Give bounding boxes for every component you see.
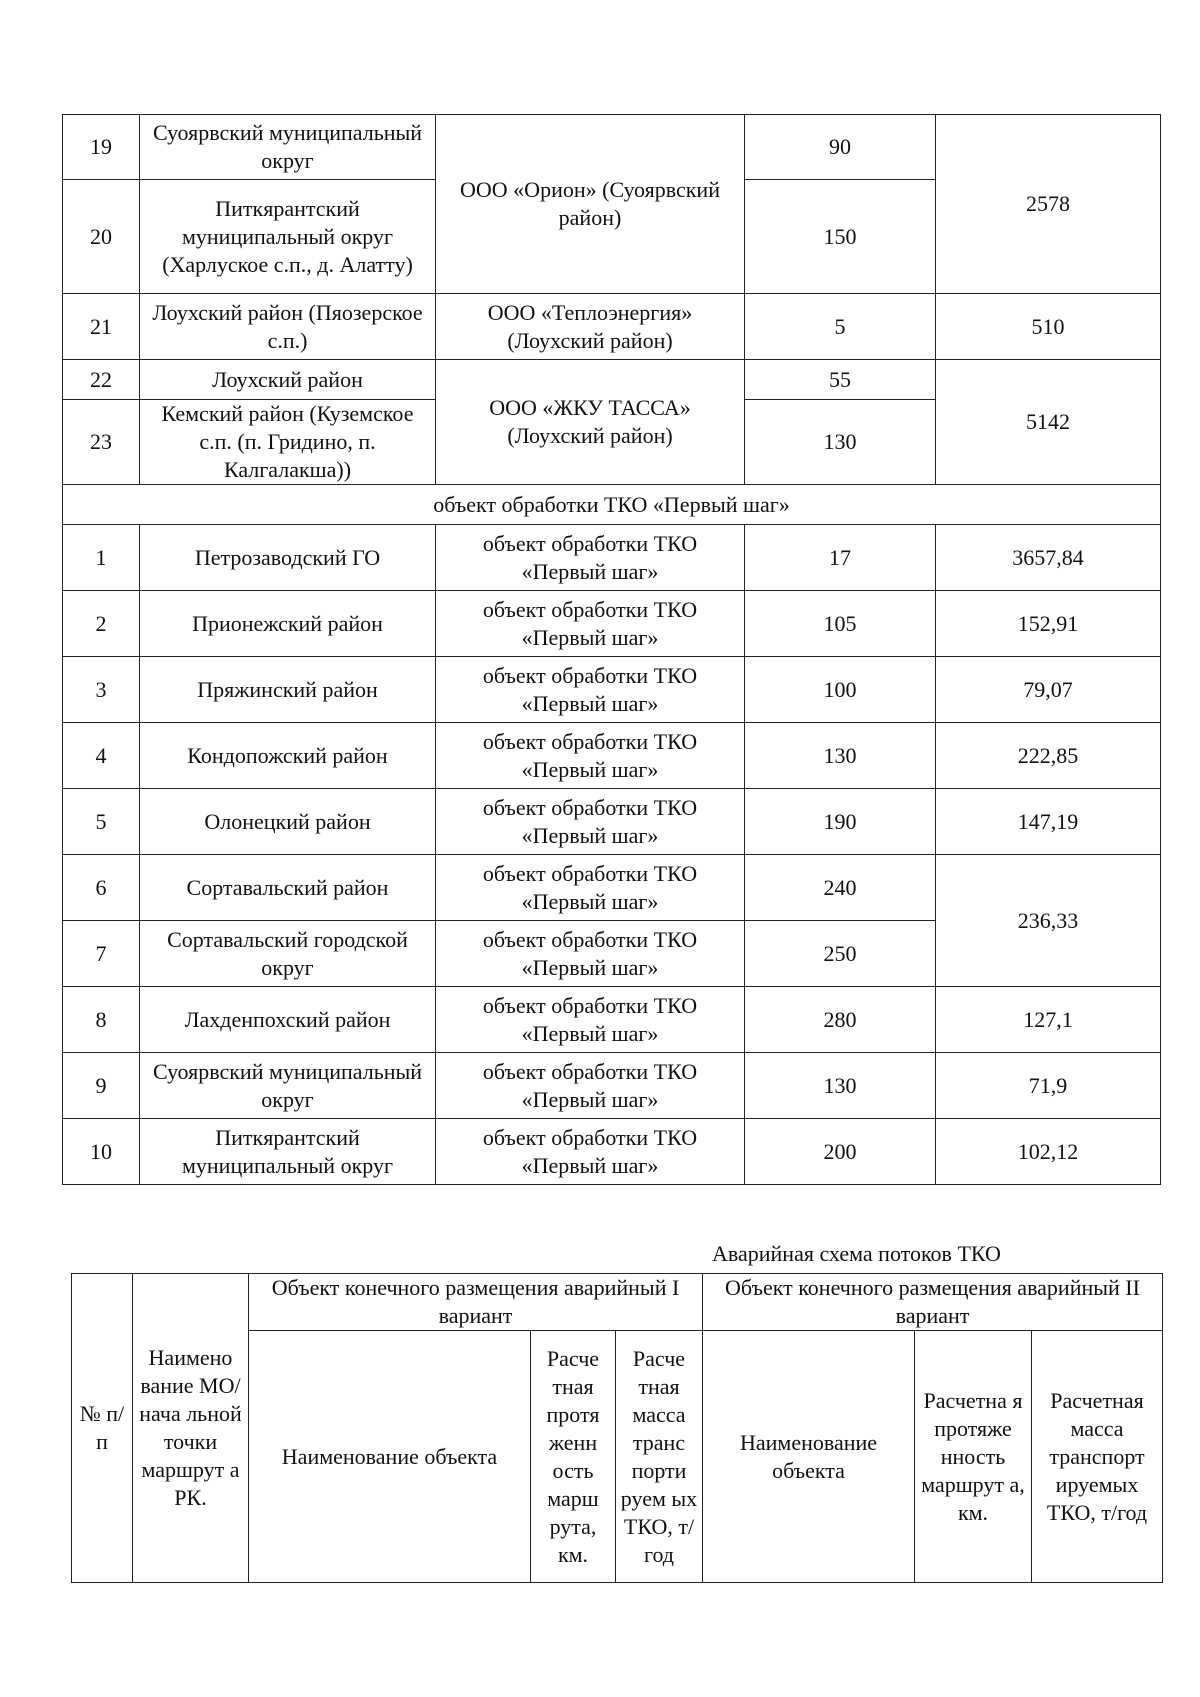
table-row	[63, 855, 1161, 921]
row-number: 1	[63, 525, 140, 591]
emergency-scheme-caption: Аварийная схема потоков ТКО	[712, 1241, 1001, 1266]
waste-mass: 236,33	[936, 855, 1161, 987]
row-number: 19	[63, 115, 140, 180]
object-name: объект обработки ТКО «Первый шаг»	[436, 921, 745, 987]
row-number: 5	[63, 789, 140, 855]
mo-name: Питкярантский муниципальный округ	[140, 1119, 436, 1185]
row-number: 8	[63, 987, 140, 1053]
row-number: 2	[63, 591, 140, 657]
header-mass-1: Расче тная масса транс порти руем ых ТКО, т/год	[616, 1331, 703, 1583]
table-row	[63, 115, 1161, 180]
object-name: ООО «ЖКУ ТАССА» (Лоухский район)	[436, 360, 745, 485]
waste-mass: 79,07	[936, 657, 1161, 723]
object-name: объект обработки ТКО «Первый шаг»	[436, 1053, 745, 1119]
mo-name: Лахденпохский район	[140, 987, 436, 1053]
route-distance: 100	[745, 657, 936, 723]
row-number: 20	[63, 180, 140, 294]
waste-mass: 102,12	[936, 1119, 1161, 1185]
object-name: объект обработки ТКО «Первый шаг»	[436, 657, 745, 723]
header-mass-2: Расчетная масса транспорт ируемых ТКО, т/год	[1032, 1331, 1163, 1583]
mo-name: Лоухский район (Пяозерское с.п.)	[140, 294, 436, 360]
row-number: 23	[63, 400, 140, 485]
object-name: ООО «Орион» (Суоярвский район)	[436, 115, 745, 294]
route-distance: 250	[745, 921, 936, 987]
row-number: 22	[63, 360, 140, 400]
table-row	[63, 657, 1161, 723]
waste-mass: 3657,84	[936, 525, 1161, 591]
table-row	[63, 294, 1161, 360]
table-row	[63, 723, 1161, 789]
header-variant-1: Объект конечного размещения аварийный I вариант	[249, 1274, 703, 1331]
waste-mass: 152,91	[936, 591, 1161, 657]
emergency-scheme-table	[71, 1273, 1163, 1583]
mo-name: Лоухский район	[140, 360, 436, 400]
row-number: 4	[63, 723, 140, 789]
route-distance: 17	[745, 525, 936, 591]
waste-mass: 222,85	[936, 723, 1161, 789]
mo-name: Пряжинский район	[140, 657, 436, 723]
row-number: 9	[63, 1053, 140, 1119]
route-distance: 130	[745, 723, 936, 789]
section-row	[63, 485, 1161, 525]
table-row	[63, 789, 1161, 855]
mo-name: Кемский район (Куземское с.п. (п. Гридино, п. Калгалакша))	[140, 400, 436, 485]
mo-name: Петрозаводский ГО	[140, 525, 436, 591]
header-variant-2: Объект конечного размещения аварийный II вариант	[703, 1274, 1163, 1331]
table-row	[63, 987, 1161, 1053]
row-number: 3	[63, 657, 140, 723]
header-distance-2: Расчетна я протяже нность маршрут а, км.	[915, 1331, 1032, 1583]
object-name: объект обработки ТКО «Первый шаг»	[436, 855, 745, 921]
row-number: 7	[63, 921, 140, 987]
mo-name: Суоярвский муниципальный округ	[140, 115, 436, 180]
table-row	[63, 591, 1161, 657]
route-distance: 130	[745, 400, 936, 485]
waste-mass: 147,19	[936, 789, 1161, 855]
routes-table	[62, 114, 1161, 1185]
header-row	[72, 1274, 1163, 1331]
mo-name: Суоярвский муниципальный округ	[140, 1053, 436, 1119]
route-distance: 105	[745, 591, 936, 657]
waste-mass: 2578	[936, 115, 1161, 294]
header-object-name-1: Наименование объекта	[249, 1331, 531, 1583]
object-name: ООО «Теплоэнергия» (Лоухский район)	[436, 294, 745, 360]
route-distance: 90	[745, 115, 936, 180]
mo-name: Сортавальский городской округ	[140, 921, 436, 987]
header-number: № п/п	[72, 1274, 133, 1583]
row-number: 21	[63, 294, 140, 360]
object-name: объект обработки ТКО «Первый шаг»	[436, 987, 745, 1053]
route-distance: 240	[745, 855, 936, 921]
header-object-name-2: Наименование объекта	[703, 1331, 915, 1583]
route-distance: 55	[745, 360, 936, 400]
table-row	[63, 1119, 1161, 1185]
route-distance: 130	[745, 1053, 936, 1119]
mo-name: Кондопожский район	[140, 723, 436, 789]
table-row	[63, 525, 1161, 591]
waste-mass: 127,1	[936, 987, 1161, 1053]
section-title: объект обработки ТКО «Первый шаг»	[63, 485, 1161, 525]
waste-mass: 71,9	[936, 1053, 1161, 1119]
waste-mass: 5142	[936, 360, 1161, 485]
object-name: объект обработки ТКО «Первый шаг»	[436, 591, 745, 657]
route-distance: 200	[745, 1119, 936, 1185]
object-name: объект обработки ТКО «Первый шаг»	[436, 525, 745, 591]
mo-name: Олонецкий район	[140, 789, 436, 855]
route-distance: 190	[745, 789, 936, 855]
waste-mass: 510	[936, 294, 1161, 360]
row-number: 10	[63, 1119, 140, 1185]
table-row	[63, 360, 1161, 400]
mo-name: Сортавальский район	[140, 855, 436, 921]
object-name: объект обработки ТКО «Первый шаг»	[436, 789, 745, 855]
header-mo: Наимено вание МО/нача льной точки маршрут а РК.	[133, 1274, 249, 1583]
route-distance: 280	[745, 987, 936, 1053]
row-number: 6	[63, 855, 140, 921]
object-name: объект обработки ТКО «Первый шаг»	[436, 723, 745, 789]
route-distance: 150	[745, 180, 936, 294]
mo-name: Питкярантский муниципальный округ (Харлуское с.п., д. Алатту)	[140, 180, 436, 294]
table-row	[63, 1053, 1161, 1119]
header-distance-1: Расче тная протя женн ость марш рута, км.	[531, 1331, 616, 1583]
mo-name: Прионежский район	[140, 591, 436, 657]
route-distance: 5	[745, 294, 936, 360]
object-name: объект обработки ТКО «Первый шаг»	[436, 1119, 745, 1185]
